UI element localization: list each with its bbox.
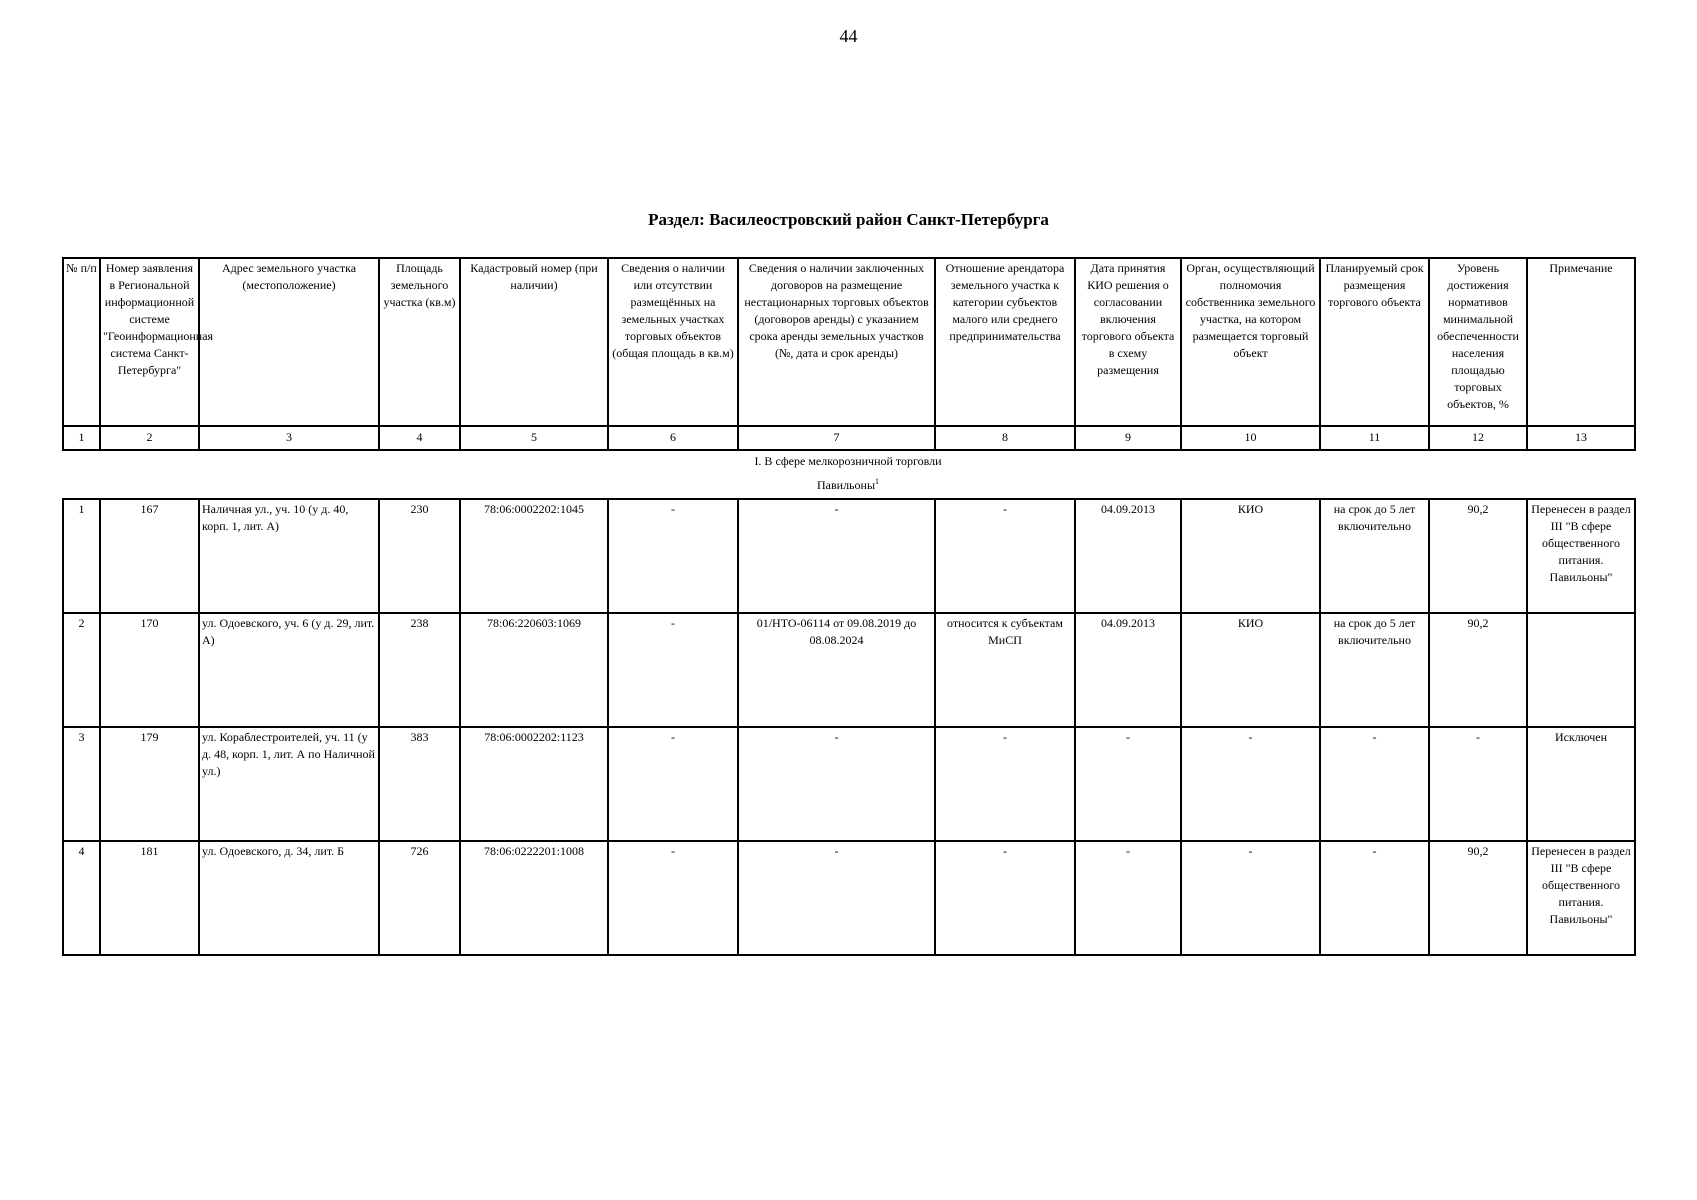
- column-number: 4: [379, 426, 460, 450]
- cell-smb: -: [935, 841, 1075, 955]
- cell-smb: относится к субъектам МиСП: [935, 613, 1075, 727]
- cell-contracts: -: [738, 841, 935, 955]
- subsubheading: [62, 478, 1634, 493]
- cell-cadastral: 78:06:0002202:1123: [460, 727, 608, 841]
- cell-number: 4: [63, 841, 100, 955]
- cell-term: на срок до 5 лет включительно: [1320, 613, 1429, 727]
- data-table: [62, 498, 1636, 956]
- cell-smb: -: [935, 499, 1075, 613]
- cell-authority: -: [1181, 727, 1320, 841]
- page-number: 44: [839, 26, 858, 46]
- cell-decision-date: -: [1075, 841, 1181, 955]
- table-row: [63, 499, 1635, 613]
- cell-application: 181: [100, 841, 199, 955]
- column-number: 1: [63, 426, 100, 450]
- cell-authority: КИО: [1181, 613, 1320, 727]
- table-row: [63, 613, 1635, 727]
- column-number: 12: [1429, 426, 1527, 450]
- column-number: 2: [100, 426, 199, 450]
- cell-application: 167: [100, 499, 199, 613]
- cell-number: 2: [63, 613, 100, 727]
- column-number: 9: [1075, 426, 1181, 450]
- cell-objects: -: [608, 613, 738, 727]
- cell-contracts: -: [738, 727, 935, 841]
- column-header: № п/п: [63, 258, 100, 426]
- cell-level: 90,2: [1429, 499, 1527, 613]
- cell-note: Перенесен в раздел III "В сфере общественного питания. Павильоны": [1527, 841, 1635, 955]
- cell-objects: -: [608, 841, 738, 955]
- cell-address: ул. Одоевского, д. 34, лит. Б: [199, 841, 379, 955]
- cell-level: 90,2: [1429, 841, 1527, 955]
- cell-authority: -: [1181, 841, 1320, 955]
- column-number: 10: [1181, 426, 1320, 450]
- cell-decision-date: -: [1075, 727, 1181, 841]
- table-row: [63, 841, 1635, 955]
- cell-cadastral: 78:06:0002202:1045: [460, 499, 608, 613]
- column-header: Кадастровый номер (при наличии): [460, 258, 608, 426]
- cell-address: ул. Кораблестроителей, уч. 11 (у д. 48, корп. 1, лит. А по Наличной ул.): [199, 727, 379, 841]
- column-header: Адрес земельного участка (местоположение): [199, 258, 379, 426]
- cell-application: 170: [100, 613, 199, 727]
- cell-decision-date: 04.09.2013: [1075, 499, 1181, 613]
- column-number: 13: [1527, 426, 1635, 450]
- column-number: 3: [199, 426, 379, 450]
- cell-area: 383: [379, 727, 460, 841]
- subheading: I. В сфере мелкорозничной торговли: [754, 454, 942, 468]
- cell-area: 726: [379, 841, 460, 955]
- cell-note: [1527, 613, 1635, 727]
- cell-number: 3: [63, 727, 100, 841]
- cell-decision-date: 04.09.2013: [1075, 613, 1181, 727]
- column-number: 11: [1320, 426, 1429, 450]
- cell-contracts: -: [738, 499, 935, 613]
- cell-term: на срок до 5 лет включительно: [1320, 499, 1429, 613]
- column-header: Примечание: [1527, 258, 1635, 426]
- column-header: Дата принятия КИО решения о согласовании включения торгового объекта в схему размещения: [1075, 258, 1181, 426]
- cell-contracts: 01/НТО-06114 от 09.08.2019 до 08.08.2024: [738, 613, 935, 727]
- column-number: 7: [738, 426, 935, 450]
- cell-cadastral: 78:06:0222201:1008: [460, 841, 608, 955]
- column-header: Номер заявления в Региональной информационной системе "Геоинформационная система Санкт-Петербурга": [100, 258, 199, 426]
- column-number: 6: [608, 426, 738, 450]
- cell-objects: -: [608, 727, 738, 841]
- column-header: Сведения о наличии или отсутствии размещённых на земельных участках торговых объектов (общая площадь в кв.м): [608, 258, 738, 426]
- column-header: Орган, осуществляющий полномочия собственника земельного участка, на котором размещается торговый объект: [1181, 258, 1320, 426]
- cell-smb: -: [935, 727, 1075, 841]
- cell-note: Исключен: [1527, 727, 1635, 841]
- column-header: Сведения о наличии заключенных договоров на размещение нестационарных торговых объектов (договоров аренды) с указанием срока аренды земельных участков (№, дата и срок аренды): [738, 258, 935, 426]
- subsubheading-text: Павильоны: [816, 478, 876, 492]
- column-header: Отношение арендатора земельного участка к категории субъектов малого или среднего предпринимательства: [935, 258, 1075, 426]
- cell-address: Наличная ул., уч. 10 (у д. 40, корп. 1, лит. А): [199, 499, 379, 613]
- header-table: [62, 257, 1636, 451]
- cell-objects: -: [608, 499, 738, 613]
- cell-authority: КИО: [1181, 499, 1320, 613]
- cell-cadastral: 78:06:220603:1069: [460, 613, 608, 727]
- cell-note: Перенесен в раздел III "В сфере общественного питания. Павильоны": [1527, 499, 1635, 613]
- footnote-marker: 1: [875, 477, 880, 486]
- cell-area: 230: [379, 499, 460, 613]
- cell-address: ул. Одоевского, уч. 6 (у д. 29, лит. А): [199, 613, 379, 727]
- column-header: Площадь земельного участка (кв.м): [379, 258, 460, 426]
- table-row: [63, 727, 1635, 841]
- column-header: Планируемый срок размещения торгового объекта: [1320, 258, 1429, 426]
- cell-level: -: [1429, 727, 1527, 841]
- cell-level: 90,2: [1429, 613, 1527, 727]
- cell-application: 179: [100, 727, 199, 841]
- column-header: Уровень достижения нормативов минимальной обеспеченности населения площадью торговых объектов, %: [1429, 258, 1527, 426]
- cell-term: -: [1320, 841, 1429, 955]
- cell-number: 1: [63, 499, 100, 613]
- cell-term: -: [1320, 727, 1429, 841]
- column-number: 8: [935, 426, 1075, 450]
- cell-area: 238: [379, 613, 460, 727]
- column-number: 5: [460, 426, 608, 450]
- section-title: Раздел: Василеостровский район Санкт-Петербурга: [648, 210, 1049, 229]
